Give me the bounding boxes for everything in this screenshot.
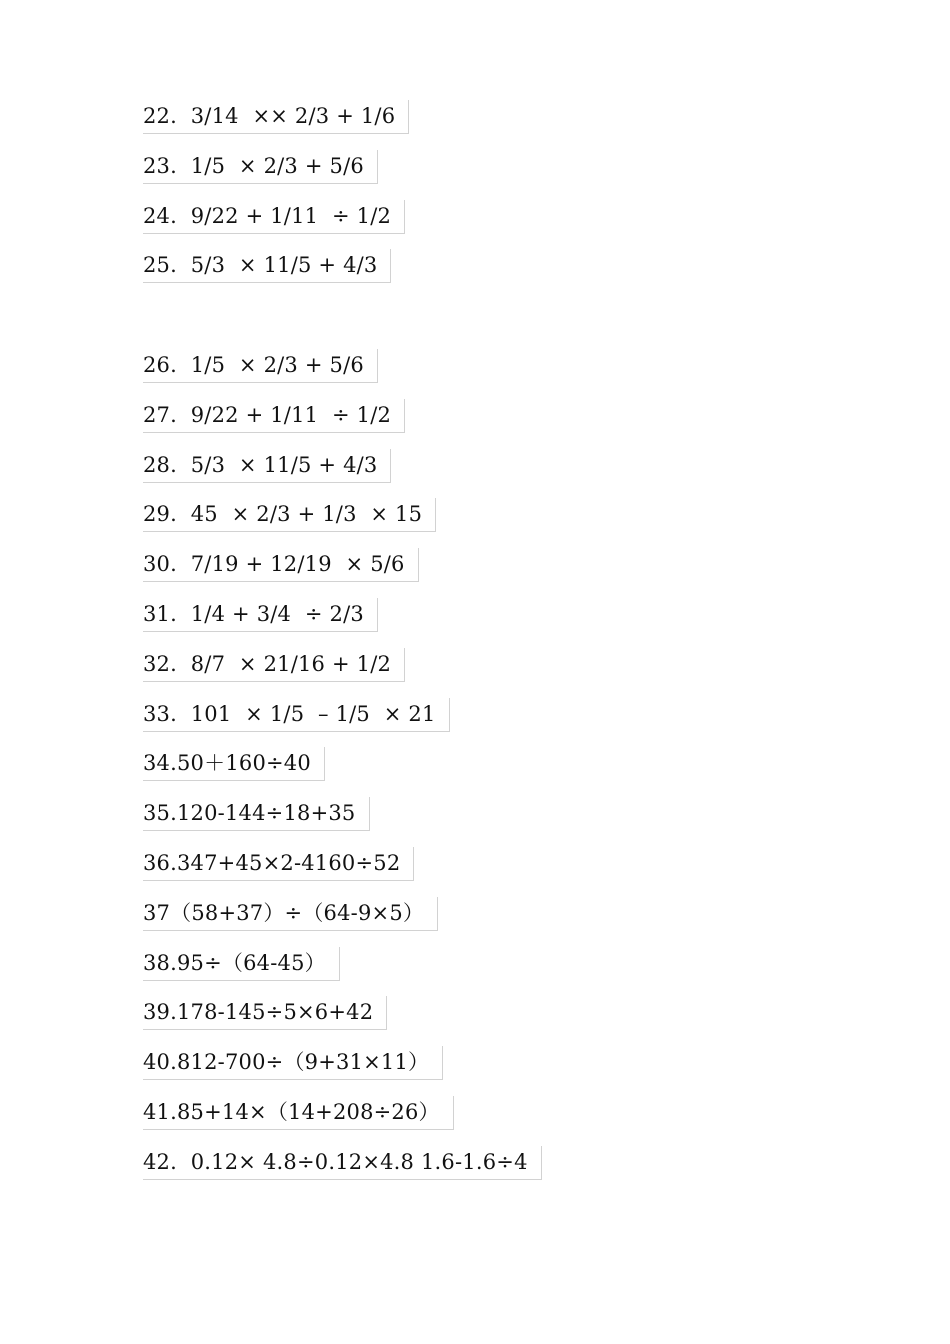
problem-28: 28. 5/3 × 11/5 + 4/3 — [143, 449, 391, 483]
list-item — [143, 349, 542, 399]
problem-41: 41.85+14×（14+208÷26） — [143, 1096, 454, 1130]
problem-35: 35.120-144÷18+35 — [143, 797, 370, 831]
list-item — [143, 847, 542, 897]
list-item — [143, 548, 542, 598]
list-item — [143, 996, 542, 1046]
list-item — [143, 947, 542, 997]
problem-25: 25. 5/3 × 11/5 + 4/3 — [143, 249, 391, 283]
list-item — [143, 747, 542, 797]
list-item — [143, 498, 542, 548]
list-item — [143, 150, 409, 200]
problem-42: 42. 0.12× 4.8÷0.12×4.8 1.6-1.6÷4 — [143, 1146, 542, 1180]
list-item — [143, 1146, 542, 1196]
problem-34: 34.50＋160÷40 — [143, 747, 325, 781]
list-item — [143, 200, 409, 250]
problem-38: 38.95÷（64-45） — [143, 947, 340, 981]
problem-list-group-2 — [143, 349, 542, 1196]
problem-list-group-1 — [143, 100, 409, 299]
list-item — [143, 399, 542, 449]
list-item — [143, 897, 542, 947]
problem-24: 24. 9/22 + 1/11 ÷ 1/2 — [143, 200, 405, 234]
list-item — [143, 249, 409, 299]
problem-22: 22. 3/14 ×× 2/3 + 1/6 — [143, 100, 409, 134]
list-item — [143, 698, 542, 748]
problem-26: 26. 1/5 × 2/3 + 5/6 — [143, 349, 378, 383]
problem-31: 31. 1/4 + 3/4 ÷ 2/3 — [143, 598, 378, 632]
list-item — [143, 1096, 542, 1146]
list-item — [143, 648, 542, 698]
problem-29: 29. 45 × 2/3 + 1/3 × 15 — [143, 498, 436, 532]
problem-33: 33. 101 × 1/5 – 1/5 × 21 — [143, 698, 450, 732]
problem-40: 40.812-700÷（9+31×11） — [143, 1046, 443, 1080]
problem-30: 30. 7/19 + 12/19 × 5/6 — [143, 548, 419, 582]
problem-39: 39.178-145÷5×6+42 — [143, 996, 387, 1030]
problem-23: 23. 1/5 × 2/3 + 5/6 — [143, 150, 378, 184]
problem-27: 27. 9/22 + 1/11 ÷ 1/2 — [143, 399, 405, 433]
problem-36: 36.347+45×2-4160÷52 — [143, 847, 414, 881]
problem-37: 37（58+37）÷（64-9×5） — [143, 897, 438, 931]
list-item — [143, 100, 409, 150]
problem-32: 32. 8/7 × 21/16 + 1/2 — [143, 648, 405, 682]
list-item — [143, 449, 542, 499]
list-item — [143, 1046, 542, 1096]
list-item — [143, 598, 542, 648]
list-item — [143, 797, 542, 847]
